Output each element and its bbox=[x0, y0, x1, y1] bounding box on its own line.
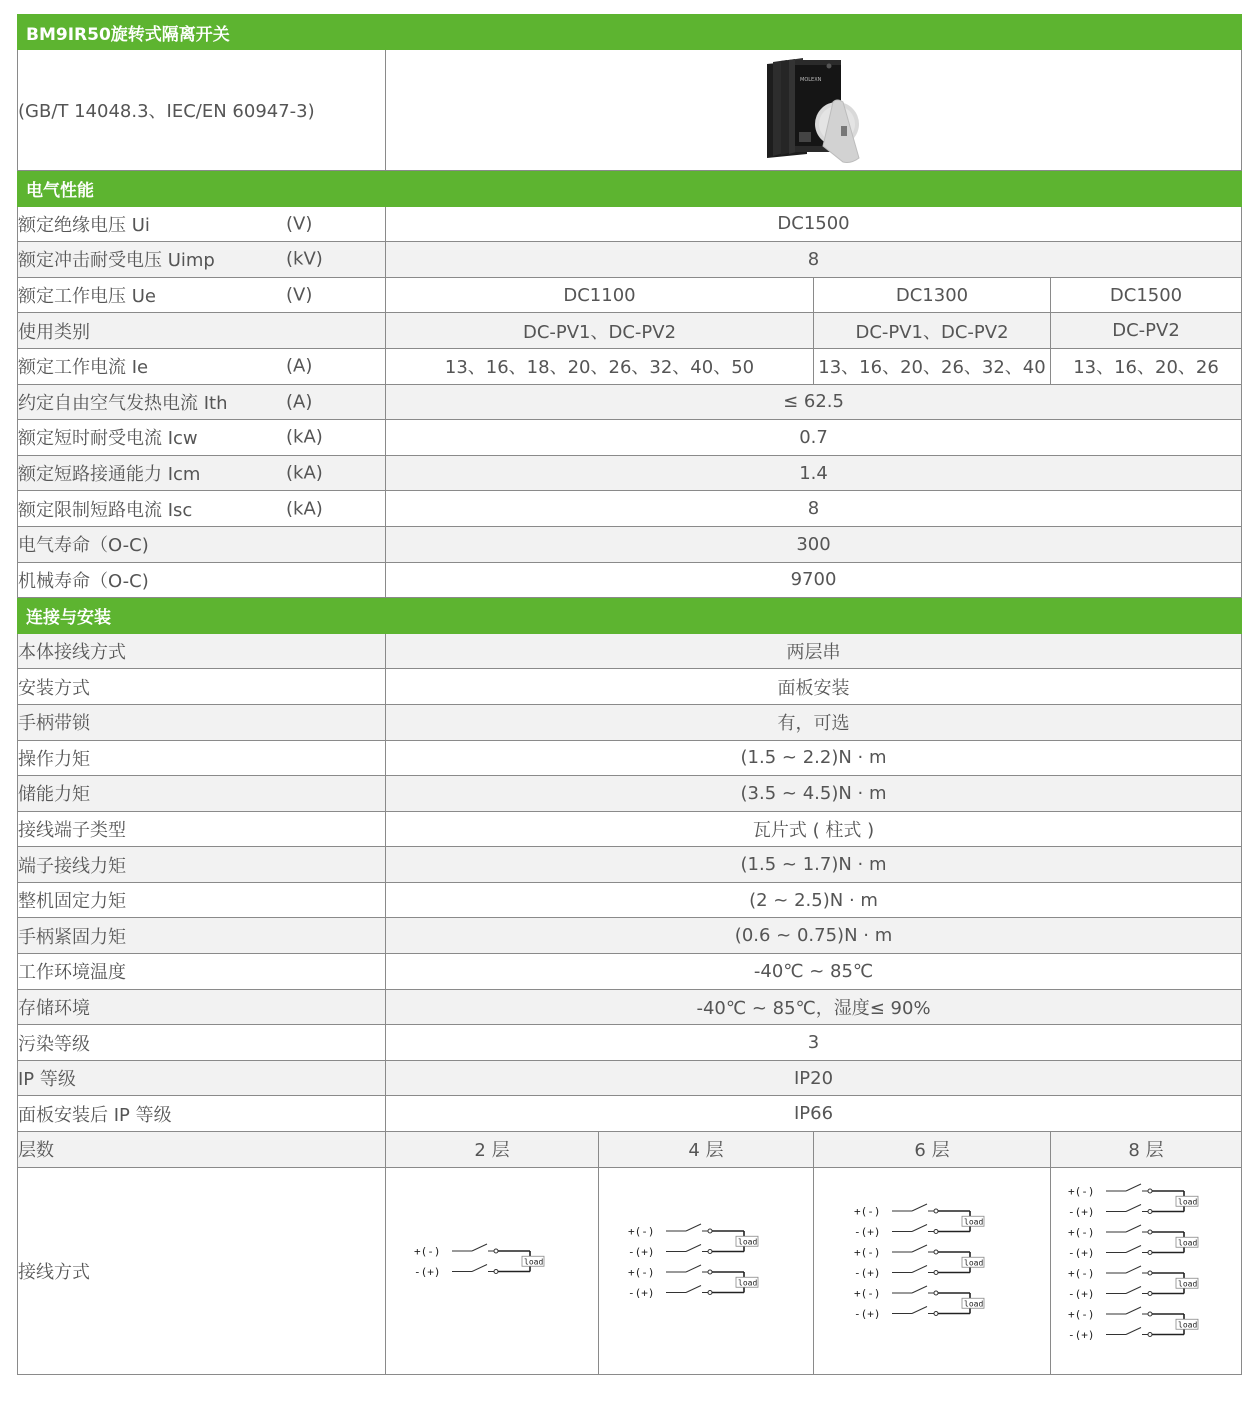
section-electrical: 电气性能 bbox=[18, 171, 1242, 207]
polarity-label: +(-) bbox=[854, 1245, 881, 1259]
row-label: 储能力矩 bbox=[18, 776, 386, 812]
load-label: load bbox=[1178, 1237, 1198, 1247]
row-label: 面板安装后 IP 等级 bbox=[18, 1096, 386, 1132]
table-row bbox=[18, 526, 1242, 562]
standard-text: (GB/T 14048.3、IEC/EN 60947-3) bbox=[18, 50, 386, 171]
row-value: (1.5 ~ 2.2)N · m bbox=[386, 740, 1242, 776]
row-label: 操作力矩 bbox=[18, 740, 386, 776]
polarity-label: +(-) bbox=[854, 1286, 881, 1300]
row-label: 使用类别 bbox=[18, 321, 90, 343]
switch-contact-icon bbox=[452, 1264, 530, 1273]
page-title: BM9IR50旋转式隔离开关 bbox=[18, 15, 1242, 50]
row-value: 面板安装 bbox=[386, 669, 1242, 705]
load-label: load bbox=[964, 1257, 984, 1267]
polarity-label: -(+) bbox=[1068, 1205, 1095, 1219]
switch-contact-icon bbox=[1106, 1327, 1184, 1336]
row-label: 整机固定力矩 bbox=[18, 882, 386, 918]
product-brand-text: MOLEXN bbox=[799, 77, 821, 83]
switch-contact-icon bbox=[1106, 1307, 1184, 1316]
wiring-diagram-8-layer bbox=[1066, 1181, 1226, 1361]
polarity-label: -(+) bbox=[1068, 1287, 1095, 1301]
wiring-diagram-cell bbox=[599, 1167, 814, 1374]
table-row bbox=[18, 1060, 1242, 1096]
row-value: 13、16、18、20、26、32、40、50 bbox=[386, 348, 814, 384]
table-row bbox=[18, 455, 1242, 491]
connection-section-row bbox=[18, 598, 1242, 634]
row-unit: (V) bbox=[286, 284, 313, 306]
polarity-label: -(+) bbox=[854, 1307, 881, 1321]
switch-contact-icon bbox=[666, 1224, 744, 1233]
row-value: 有，可选 bbox=[386, 704, 1242, 740]
row-value: -40℃ ~ 85℃ bbox=[386, 954, 1242, 990]
row-label: 额定冲击耐受电压 Uimp bbox=[18, 250, 215, 272]
section-connection: 连接与安装 bbox=[18, 598, 1242, 634]
polarity-label: +(-) bbox=[414, 1244, 441, 1258]
switch-contact-icon bbox=[1106, 1266, 1184, 1275]
table-row bbox=[18, 206, 1242, 242]
row-label: 约定自由空气发热电流 Ith bbox=[18, 392, 228, 414]
polarity-label: +(-) bbox=[1068, 1307, 1095, 1321]
table-row bbox=[18, 918, 1242, 954]
table-row bbox=[18, 633, 1242, 669]
product-image bbox=[759, 54, 869, 166]
row-value: 300 bbox=[386, 526, 1242, 562]
load-label: load bbox=[1178, 1319, 1198, 1329]
row-label: 污染等级 bbox=[18, 1025, 386, 1061]
row-value: 2 层 bbox=[386, 1132, 599, 1168]
row-value: ≤ 62.5 bbox=[386, 384, 1242, 420]
row-value: 13、16、20、26 bbox=[1051, 348, 1242, 384]
row-label: 额定工作电流 Ie bbox=[18, 357, 149, 379]
row-unit: (A) bbox=[286, 355, 313, 377]
row-label: 手柄紧固力矩 bbox=[18, 918, 386, 954]
row-unit: (kA) bbox=[286, 498, 323, 520]
row-label: 机械寿命（O-C) bbox=[18, 562, 386, 598]
table-row bbox=[18, 811, 1242, 847]
polarity-label: +(-) bbox=[1068, 1266, 1095, 1280]
row-value: 6 层 bbox=[814, 1132, 1051, 1168]
title-row bbox=[18, 15, 1242, 50]
row-value: DC-PV1、DC-PV2 bbox=[814, 313, 1051, 349]
wiring-diagram-cell bbox=[814, 1167, 1051, 1374]
row-value: 1.4 bbox=[386, 455, 1242, 491]
load-label: load bbox=[964, 1298, 984, 1308]
row-value: IP20 bbox=[386, 1060, 1242, 1096]
row-value: IP66 bbox=[386, 1096, 1242, 1132]
switch-contact-icon bbox=[1106, 1245, 1184, 1254]
load-label: load bbox=[1178, 1196, 1198, 1206]
polarity-label: +(-) bbox=[1068, 1225, 1095, 1239]
spec-table bbox=[17, 14, 1242, 1375]
wiring-diagram-cell bbox=[386, 1167, 599, 1374]
table-row bbox=[18, 1096, 1242, 1132]
table-row bbox=[18, 313, 1242, 349]
wiring-diagram-4-layer bbox=[626, 1221, 786, 1321]
row-value: 8 bbox=[386, 491, 1242, 527]
row-label: 存储环境 bbox=[18, 989, 386, 1025]
row-value: 瓦片式 ( 柱式 ) bbox=[386, 811, 1242, 847]
load-label: load bbox=[1178, 1278, 1198, 1288]
table-row bbox=[18, 1025, 1242, 1061]
row-unit: (A) bbox=[286, 391, 313, 413]
table-row bbox=[18, 740, 1242, 776]
row-label: 额定短时耐受电流 Icw bbox=[18, 428, 198, 450]
row-value: -40℃ ~ 85℃，湿度≤ 90% bbox=[386, 989, 1242, 1025]
row-value: DC1500 bbox=[386, 206, 1242, 242]
row-value: 4 层 bbox=[599, 1132, 814, 1168]
row-label: 电气寿命（O-C) bbox=[18, 526, 386, 562]
row-value: 13、16、20、26、32、40 bbox=[814, 348, 1051, 384]
table-row bbox=[18, 420, 1242, 456]
polarity-label: -(+) bbox=[1068, 1246, 1095, 1260]
switch-contact-icon bbox=[666, 1285, 744, 1294]
row-value: 0.7 bbox=[386, 420, 1242, 456]
polarity-label: -(+) bbox=[854, 1266, 881, 1280]
switch-contact-icon bbox=[892, 1286, 970, 1295]
row-label: 额定短路接通能力 Icm bbox=[18, 464, 201, 486]
row-value: DC-PV2 bbox=[1051, 313, 1242, 349]
row-label: 额定工作电压 Ue bbox=[18, 286, 156, 308]
switch-contact-icon bbox=[1106, 1286, 1184, 1295]
polarity-label: -(+) bbox=[414, 1265, 441, 1279]
row-value: (2 ~ 2.5)N · m bbox=[386, 882, 1242, 918]
row-value: (3.5 ~ 4.5)N · m bbox=[386, 776, 1242, 812]
table-row bbox=[18, 882, 1242, 918]
polarity-label: +(-) bbox=[854, 1204, 881, 1218]
row-value: 8 bbox=[386, 242, 1242, 278]
row-label: 接线端子类型 bbox=[18, 811, 386, 847]
row-label: 手柄带锁 bbox=[18, 704, 386, 740]
table-row bbox=[18, 989, 1242, 1025]
row-value: DC1100 bbox=[386, 277, 814, 313]
row-label: IP 等级 bbox=[18, 1060, 386, 1096]
polarity-label: -(+) bbox=[628, 1286, 655, 1300]
row-value: (1.5 ~ 1.7)N · m bbox=[386, 847, 1242, 883]
row-label: 额定限制短路电流 Isc bbox=[18, 499, 193, 521]
row-value: DC1300 bbox=[814, 277, 1051, 313]
table-row bbox=[18, 562, 1242, 598]
switch-contact-icon bbox=[1106, 1225, 1184, 1234]
switch-contact-icon bbox=[1106, 1184, 1184, 1193]
switch-contact-icon bbox=[452, 1244, 530, 1253]
load-label: load bbox=[738, 1277, 758, 1287]
switch-contact-icon bbox=[892, 1245, 970, 1254]
switch-contact-icon bbox=[892, 1306, 970, 1315]
polarity-label: -(+) bbox=[1068, 1328, 1095, 1342]
wiring-diagram-cell bbox=[1051, 1167, 1242, 1374]
switch-contact-icon bbox=[1106, 1204, 1184, 1213]
table-row bbox=[18, 669, 1242, 705]
row-label: 层数 bbox=[18, 1132, 386, 1168]
switch-contact-icon bbox=[666, 1265, 744, 1274]
table-row bbox=[18, 1132, 1242, 1168]
polarity-label: +(-) bbox=[628, 1224, 655, 1238]
switch-contact-icon bbox=[892, 1224, 970, 1233]
polarity-label: +(-) bbox=[628, 1265, 655, 1279]
load-label: load bbox=[524, 1256, 544, 1266]
table-row bbox=[18, 776, 1242, 812]
standard-row bbox=[18, 50, 1242, 171]
row-label: 接线方式 bbox=[18, 1167, 386, 1374]
table-row bbox=[18, 384, 1242, 420]
switch-contact-icon bbox=[892, 1204, 970, 1213]
row-unit: (kA) bbox=[286, 426, 323, 448]
row-unit: (V) bbox=[286, 213, 313, 235]
table-row bbox=[18, 242, 1242, 278]
polarity-label: -(+) bbox=[854, 1225, 881, 1239]
row-unit: (kA) bbox=[286, 462, 323, 484]
row-label: 端子接线力矩 bbox=[18, 847, 386, 883]
wiring-diagram-6-layer bbox=[852, 1201, 1012, 1341]
row-value: 8 层 bbox=[1051, 1132, 1242, 1168]
row-label: 安装方式 bbox=[18, 669, 386, 705]
table-row bbox=[18, 1167, 1242, 1374]
row-value: DC1500 bbox=[1051, 277, 1242, 313]
row-value: 两层串 bbox=[386, 633, 1242, 669]
polarity-label: -(+) bbox=[628, 1245, 655, 1259]
wiring-diagram-2-layer bbox=[412, 1241, 572, 1301]
load-label: load bbox=[964, 1216, 984, 1226]
row-value: (0.6 ~ 0.75)N · m bbox=[386, 918, 1242, 954]
row-label: 工作环境温度 bbox=[18, 954, 386, 990]
switch-contact-icon bbox=[892, 1265, 970, 1274]
row-unit: (kV) bbox=[286, 248, 323, 270]
polarity-label: +(-) bbox=[1068, 1184, 1095, 1198]
table-row bbox=[18, 847, 1242, 883]
table-row bbox=[18, 954, 1242, 990]
table-row bbox=[18, 704, 1242, 740]
switch-contact-icon bbox=[666, 1244, 744, 1253]
table-row bbox=[18, 491, 1242, 527]
row-value: DC-PV1、DC-PV2 bbox=[386, 313, 814, 349]
row-value: 3 bbox=[386, 1025, 1242, 1061]
row-value: 9700 bbox=[386, 562, 1242, 598]
table-row bbox=[18, 277, 1242, 313]
row-label: 额定绝缘电压 Ui bbox=[18, 214, 150, 236]
load-label: load bbox=[738, 1236, 758, 1246]
product-image-cell bbox=[386, 50, 1242, 171]
electrical-section-row bbox=[18, 171, 1242, 207]
row-label: 本体接线方式 bbox=[18, 633, 386, 669]
table-row bbox=[18, 348, 1242, 384]
